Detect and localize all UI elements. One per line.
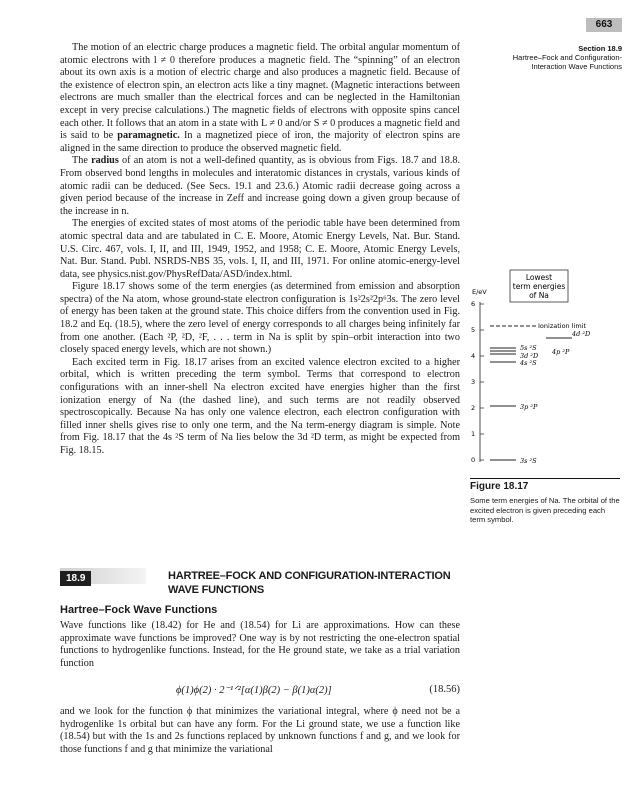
diagram-title-line2: term energies (512, 282, 566, 291)
paragraph-magnetism: The motion of an electric charge produces a magnetic field. The orbital angular momentum of atomic electrons with l ≠ 0 therefore produces a magnetic field. The “spinning” of an electron about its own axis is a motion of electric charge and also produces a magnetic field. Because of the existence of electron spin, an electron acts like a tiny magnet. (Magnetic interactions between electrons are much smaller than the electrical forces and can be neglected in the Hamiltonian except in very precise calculations.) The magnetic fields of electrons with opposite spins cancel each other. It follows that an atom in a state with L ≠ 0 and/or S ≠ 0 produces a magnetic field and is said to be paramagnetic. In a magnetized piece of iron, the majority of electron spins are aligned in the same direction to produce the observed magnetic field. (60, 42, 460, 154)
tick-label: 4 (471, 352, 476, 360)
paragraph-excited-terms: Each excited term in Fig. 18.17 arises from an excited valence electron excited to a higher orbital, which is written preceding the term symbol. Terms that correspond to electron configurations with an inner-shell Na electron excited have energies higher than the first ionization energy of Na (the dashed line), and such terms are not readily observed spectroscopically. Because Na has only one valence electron, each electron configuration with filled inner shells gives rise to only one term, and the Na term-energy diagram is simple. Note from Fig. 18.17 that the 4s ²S term of Na lies below the 3d ²D term, as might be expected from Fig. 18.15. (60, 356, 460, 456)
section-title-line2: Interaction Wave Functions (531, 62, 622, 71)
tick-label: 1 (471, 430, 476, 438)
section-heading (168, 569, 488, 597)
paragraph-hartree-fock-intro: Wave functions like (18.42) for He and (18.54) for Li are approximations. How can these approximate wave functions be improved? One way is by not restricting the one-electron spatial functions to hydrogenlike functions. Instead, for the He ground state, we take as a trial variation function (60, 620, 460, 669)
main-text-column (60, 42, 460, 458)
figure-label: Figure 18.17 (470, 478, 620, 492)
level-3d-label: 3d ²D (520, 352, 539, 360)
tick-label: 6 (471, 300, 476, 308)
level-3p-label: 3p ²P (520, 403, 538, 411)
section-number: 18.9 (60, 571, 91, 586)
section-heading-line1: HARTREE–FOCK AND CONFIGURATION-INTERACTION (168, 570, 451, 582)
diagram-title-line1: Lowest (525, 273, 553, 282)
level-4p-label: 4p ²P (552, 348, 570, 356)
ionization-limit-label: Ionization limit (538, 322, 587, 330)
equation-number: (18.56) (429, 684, 460, 695)
figure-caption: Some term energies of Na. The orbital of the excited electron is given preceding each term symbol. (470, 496, 620, 525)
equation-body: ϕ(1)ϕ(2) · 2⁻¹ᐟ²[α(1)β(2) − β(1)α(2)] (176, 685, 332, 696)
page-number: 663 (586, 18, 622, 32)
axis-ticks (480, 304, 484, 460)
tick-label: 2 (471, 404, 476, 412)
energy-axis-label: E/eV (472, 288, 487, 296)
section-title-line1: Hartree–Fock and Configuration- (512, 53, 622, 62)
running-section-header (470, 44, 622, 71)
tick-label: 3 (471, 378, 476, 386)
paragraph-figure-description: Figure 18.17 shows some of the term energies (as determined from emission and absorption spectra) of the Na atom, whose ground-state electron configuration is 1s²2s²2p⁶3s. The zero level of energy has been taken at the ground state. This choice differs from the convention used in Fig. 18.2 and Eq. (18.5), where the zero level of energy corresponds to all charges being infinitely far from one another. (Each ²P, ²D, ²F, . . . term in Na is split by spin–orbit interaction into two closely spaced energy levels, which are not shown.) (60, 281, 460, 356)
subsection-heading: Hartree–Fock Wave Functions (60, 604, 218, 616)
tick-label: 0 (471, 456, 476, 464)
level-4d-label: 4d ²D (572, 330, 591, 338)
section-label: Section 18.9 (578, 44, 622, 53)
diagram-title-line3: of Na (529, 291, 549, 300)
na-term-energy-diagram (468, 266, 623, 476)
tick-label: 5 (471, 326, 476, 334)
paragraph-radius: The radius of an atom is not a well-defined quantity, as is obvious from Figs. 18.7 and 18.8. From observed bond lengths in molecules and interatomic distances in crystals, various kinds of atomic radii can be deduced. (See Secs. 19.1 and 23.6.) Atomic radii decrease going across a given period because of the increase in Zeff and increase going down a given group because of the increase in n. (60, 155, 461, 217)
level-3s-label: 3s ²S (520, 457, 537, 465)
section-number-banner (60, 568, 146, 584)
term-paramagnetic: paramagnetic. (117, 130, 180, 142)
term-radius: radius (91, 155, 119, 167)
paragraph-variational: and we look for the function ϕ that minimizes the variational integral, where ϕ need not be a hydrogenlike 1s orbital but can have any form. For the Li ground state, we use a function like (18.54) but with the 1s and 2s functions replaced by unknown functions f and g, and we look for those functions f and g that minimize the variational (60, 706, 460, 755)
paragraph-energy-data: The energies of excited states of most atoms of the periodic table have been determined from atomic spectral data and are tabulated in C. E. Moore, Atomic Energy Levels, Nat. Bur. Stand. U.S. Circ. 467, vols. I, II, and III, 1949, 1952, and 1958; C. E. Moore, Atomic Energy Levels, Nat. Bur. Stand. Publ. NSRDS-NBS 35, vols. I, II, and III, 1971. For online atomic-energy-level data, see physics.nist.gov/PhysRefData/ASD/index.html. (60, 218, 460, 280)
level-5s-label: 5s ²S (520, 344, 537, 352)
level-4s-label: 4s ²S (520, 359, 537, 367)
section-heading-line2: WAVE FUNCTIONS (168, 584, 264, 596)
